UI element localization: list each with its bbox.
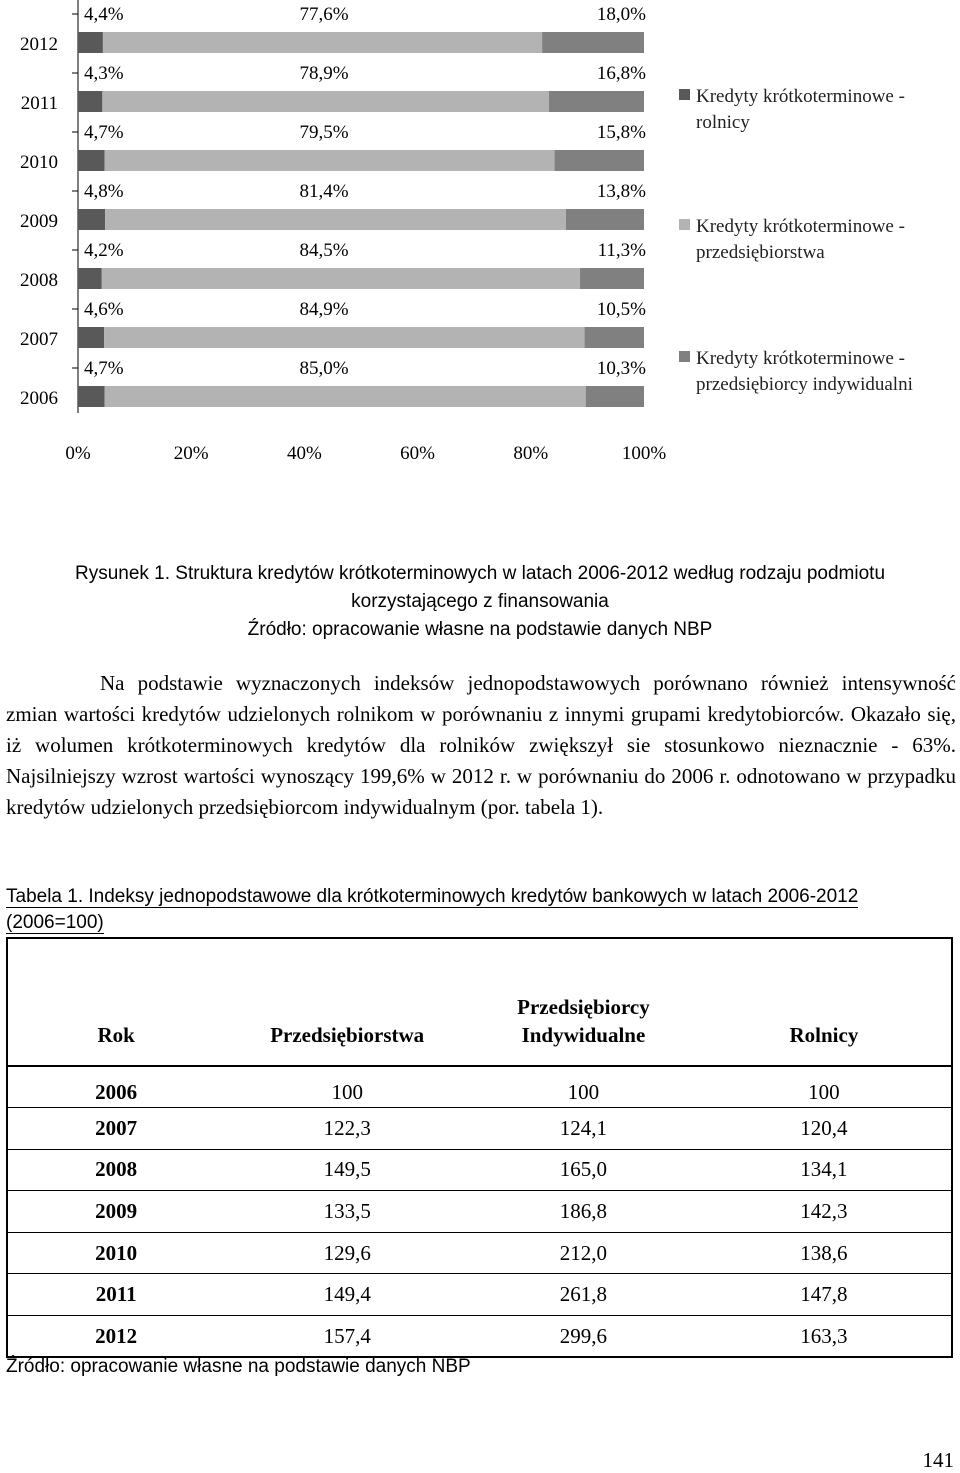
- page-number: 141: [922, 1448, 954, 1472]
- cell-indywidualni: 124,1: [559, 1115, 608, 1140]
- cell-przedsiebiorstwa: 149,5: [323, 1157, 371, 1182]
- data-label: 81,4%: [299, 181, 349, 202]
- figure-caption-line1: Rysunek 1. Struktura kredytów krótkoterminowych w latach 2006-2012 według rodzaju podmiotu: [74, 563, 886, 584]
- cell-rolnicy: 134,1: [800, 1157, 848, 1182]
- legend-label: Kredyty krótkoterminowe -: [696, 348, 905, 369]
- table-row: [7, 1274, 952, 1316]
- x-tick-label: 20%: [173, 443, 209, 464]
- table-source: Źródło: opracowanie własne na podstawie danych NBP: [6, 1356, 471, 1377]
- data-label: 13,8%: [596, 181, 646, 202]
- legend-label: przedsiębiorcy indywidualni: [696, 374, 913, 395]
- x-tick-label: 60%: [400, 443, 436, 464]
- bar-segment-przedsiebiorstwa: [105, 209, 566, 230]
- legend-swatch: [679, 89, 690, 100]
- data-label: 4,4%: [84, 4, 124, 25]
- legend-label: przedsiębiorstwa: [696, 242, 825, 263]
- table-header-row: [7, 938, 952, 1066]
- bar-segment-rolnicy: [78, 268, 102, 289]
- table-row: [7, 1191, 952, 1233]
- data-label: 4,6%: [84, 299, 124, 320]
- data-label: 4,8%: [84, 181, 124, 202]
- cell-indywidualni: 165,0: [559, 1157, 608, 1182]
- data-label: 15,8%: [596, 122, 646, 143]
- y-tick-label: 2012: [20, 34, 58, 55]
- cell-indywidualni: 261,8: [559, 1282, 608, 1307]
- x-tick-label: 0%: [65, 443, 91, 464]
- table-row: [7, 1149, 952, 1191]
- data-label: 4,3%: [84, 63, 124, 84]
- cell-rolnicy: 138,6: [800, 1240, 848, 1265]
- legend-swatch: [679, 351, 690, 362]
- data-label: 79,5%: [299, 122, 349, 143]
- header-indywidualni-line2: Indywidualne: [521, 1023, 646, 1047]
- cell-rolnicy: 120,4: [800, 1115, 848, 1140]
- cell-przedsiebiorstwa: 129,6: [323, 1240, 371, 1265]
- cell-year: 2008: [95, 1157, 138, 1182]
- data-label: 84,9%: [299, 299, 349, 320]
- bar-segment-rolnicy: [78, 91, 102, 112]
- header-rolnicy: Rolnicy: [789, 1023, 859, 1047]
- bar-segment-przedsiebiorstwa: [105, 150, 555, 171]
- bar-segment-przedsiebiorstwa: [102, 91, 549, 112]
- table-title-text: Tabela 1. Indeksy jednopodstawowe dla krótkoterminowych kredytów bankowych w latach 2006-2012 (2006=100): [6, 886, 859, 933]
- bar-segment-indywidualni: [580, 268, 644, 289]
- bar-segment-indywidualni: [542, 32, 644, 53]
- bar-segment-rolnicy: [78, 386, 105, 407]
- bar-segment-rolnicy: [78, 327, 104, 348]
- cell-przedsiebiorstwa: 133,5: [323, 1199, 371, 1224]
- y-tick-label: 2010: [20, 152, 58, 173]
- bar-segment-przedsiebiorstwa: [102, 268, 580, 289]
- cell-indywidualni: 299,6: [559, 1323, 608, 1348]
- cell-year: 2011: [95, 1282, 137, 1307]
- header-przedsiebiorstwa: Przedsiębiorstwa: [270, 1023, 425, 1047]
- header-rok: Rok: [97, 1023, 135, 1047]
- bar-segment-rolnicy: [78, 150, 105, 171]
- legend-label: rolnicy: [696, 112, 750, 133]
- data-label: 4,7%: [84, 358, 124, 379]
- cell-rolnicy: 147,8: [800, 1282, 848, 1307]
- legend-swatch: [679, 219, 690, 230]
- cell-przedsiebiorstwa: 149,4: [323, 1282, 371, 1307]
- figure-source: Źródło: opracowanie własne na podstawie danych NBP: [247, 619, 713, 640]
- bar-segment-rolnicy: [78, 32, 103, 53]
- cell-year: 2007: [95, 1115, 138, 1140]
- table-row: [7, 1108, 952, 1150]
- y-tick-label: 2006: [20, 388, 58, 409]
- cell-rolnicy: 163,3: [800, 1323, 848, 1348]
- data-label: 16,8%: [596, 63, 646, 84]
- bar-segment-przedsiebiorstwa: [104, 327, 585, 348]
- cell-przedsiebiorstwa: 157,4: [323, 1323, 371, 1348]
- legend-label: Kredyty krótkoterminowe -: [696, 216, 905, 237]
- x-tick-label: 80%: [513, 443, 549, 464]
- bar-segment-indywidualni: [586, 386, 644, 407]
- header-indywidualni-line1: Przedsiębiorcy: [517, 995, 650, 1019]
- bar-segment-indywidualni: [549, 91, 644, 112]
- bar-segment-przedsiebiorstwa: [105, 386, 586, 407]
- cell-przedsiebiorstwa: 122,3: [323, 1115, 371, 1140]
- data-label: 4,7%: [84, 122, 124, 143]
- cell-rolnicy: 100: [808, 1079, 840, 1104]
- data-label: 10,3%: [596, 358, 646, 379]
- bar-segment-indywidualni: [566, 209, 644, 230]
- bar-segment-indywidualni: [585, 327, 644, 348]
- header-przedsiebiorcy-indywidualne: [470, 938, 697, 1066]
- data-label: 4,2%: [84, 240, 124, 261]
- table-row: [7, 1066, 952, 1108]
- figure-caption-line2: korzystającego z finansowania: [351, 591, 609, 612]
- cell-year: 2006: [95, 1079, 138, 1104]
- data-label: 85,0%: [299, 358, 349, 379]
- stacked-bar-chart: [0, 0, 960, 480]
- bar-segment-rolnicy: [78, 209, 105, 230]
- index-table: [6, 937, 953, 1358]
- cell-year: 2010: [95, 1240, 138, 1265]
- data-label: 78,9%: [299, 63, 349, 84]
- table-title: [6, 884, 956, 936]
- data-label: 10,5%: [596, 299, 646, 320]
- data-label: 11,3%: [597, 240, 646, 261]
- data-label: 84,5%: [299, 240, 349, 261]
- cell-indywidualni: 212,0: [559, 1240, 608, 1265]
- data-label: 77,6%: [299, 4, 349, 25]
- cell-indywidualni: 186,8: [559, 1199, 608, 1224]
- y-tick-label: 2007: [20, 329, 58, 350]
- body-paragraph: [6, 668, 956, 823]
- data-label: 18,0%: [596, 4, 646, 25]
- body-paragraph-text: Na podstawie wyznaczonych indeksów jednopodstawowych porównano również intensywność zmian wartości kredytów udzielonych rolnikom w porównaniu z innymi grupami kredytobiorców. Okazało się, iż wolumen krótkoterminowych kredytów dla rolników zwiększył sie stosunkowo nieznacznie - 63%. Najsilniejszy wzrost wartości wynoszący 199,6% w 2012 r. w porównaniu do 2006 r. odnotowano w przypadku kredytów udzielonych przedsiębiorcom indywidualnym (por. tabela 1).: [6, 671, 956, 819]
- cell-year: 2009: [95, 1199, 138, 1224]
- cell-indywidualni: 100: [567, 1079, 600, 1104]
- bar-segment-indywidualni: [555, 150, 644, 171]
- cell-rolnicy: 142,3: [800, 1199, 848, 1224]
- table-row: [7, 1316, 952, 1358]
- y-tick-label: 2011: [20, 93, 58, 114]
- x-tick-label: 100%: [621, 443, 667, 464]
- bar-segment-przedsiebiorstwa: [103, 32, 542, 53]
- x-tick-label: 40%: [286, 443, 322, 464]
- cell-przedsiebiorstwa: 100: [331, 1079, 363, 1104]
- y-tick-label: 2008: [20, 270, 58, 291]
- y-tick-label: 2009: [20, 211, 58, 232]
- cell-year: 2012: [95, 1323, 138, 1348]
- legend-label: Kredyty krótkoterminowe -: [696, 86, 905, 107]
- table-row: [7, 1232, 952, 1274]
